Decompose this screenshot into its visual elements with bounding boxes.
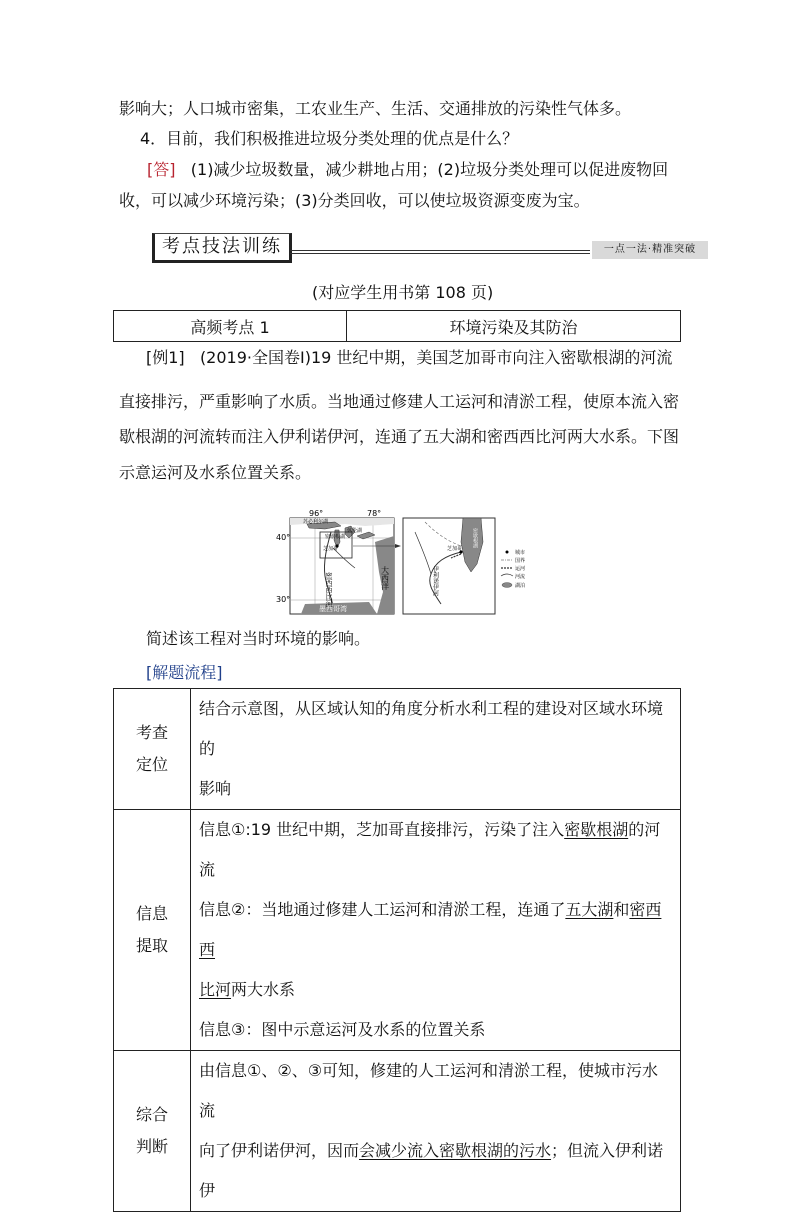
section-banner-tagline: 一点一法·精准突破 [592,241,708,259]
legend-city: 城市 [515,550,526,556]
table-row [114,1051,681,1212]
inset-chicago-label: 芝加哥 [447,546,463,552]
topic-table [113,310,681,342]
example-line-1 [146,348,672,368]
example-line-3: 歇根湖的河流转而注入伊利诺伊河，连通了五大湖和密西西比河两大水系。下图 [119,427,680,446]
lake-michigan-label: 密歇根湖 [325,534,346,540]
table-row [114,810,681,1051]
row-label-judgement: 综合 判断 [114,1051,191,1212]
banner-divider [290,250,590,254]
lake-superior-label: 苏必利尔湖 [303,519,329,525]
row-content-judgement: 由信息①、②、③可知，修建的人工运河和清淤工程，使城市污水流 向了伊利诺伊河，因而会减少流入密歇根湖的污水；但流入伊利诺伊 [191,1051,681,1212]
section-banner-title: 考点技法训练 [152,233,292,263]
row-label-positioning: 考查 定位 [114,689,191,810]
answer-line-1 [147,160,668,180]
map-legend [501,549,525,589]
mississippi-label: 密西西比河 [325,572,333,607]
paragraph-continuation: 影响大；人口城市密集，工农业生产、生活、交通排放的污染性气体多。 [119,99,632,118]
table-row [114,689,681,810]
atlantic-label: 大西洋 [380,566,390,590]
topic-title: 环境污染及其防治 [347,311,681,342]
example-line-2: 直接排污，严重影响了水质。当地通过修建人工运河和清淤工程，使原本流入密 [119,392,680,411]
topic-label: 高频考点 1 [114,311,347,342]
row-content-extraction: 信息①:19 世纪中期，芝加哥直接排污，污染了注入密歇根湖的河流 信息②：当地通过修建人工运河和清淤工程，连通了五大湖和密西西 比河两大水系 信息③：图中示意运河及水系的位置关系 [191,810,681,1051]
example-text-1: (2019·全国卷Ⅰ)19 世纪中期，美国芝加哥市向注入密歇根湖的河流 [199,348,673,367]
solution-flow-table [113,688,681,1212]
longitude-label-1: 96° [309,509,324,518]
answer-text-1: (1)减少垃圾数量，减少耕地占用；(2)垃圾分类处理可以促进废物回 [190,160,669,179]
row-label-extraction: 信息 提取 [114,810,191,1051]
inset-lake-label: 密歇根湖 [472,528,478,548]
example-line-4: 示意运河及水系位置关系。 [119,463,312,482]
answer-line-2: 收，可以减少环境污染；(3)分类回收，可以使垃圾资源变废为宝。 [119,191,590,210]
longitude-label-2: 78° [367,509,382,518]
main-map [290,518,394,614]
lake-huron-label: 休伦湖 [347,528,363,534]
legend-canal: 运河 [515,566,526,572]
page-reference: (对应学生用书第 108 页) [312,283,494,302]
row-content-positioning: 结合示意图，从区域认知的角度分析水利工程的建设对区域水环境的 影响 [191,689,681,810]
inset-map [403,518,495,614]
legend-river: 河流 [515,574,526,580]
question-4: 4．目前，我们积极推进垃圾分类处理的优点是什么？ [140,129,519,148]
legend-border: 国界 [515,558,526,564]
latitude-label-2: 30° [276,595,291,604]
flow-tag: [解题流程] [146,663,223,682]
chicago-label: 芝加哥 [323,546,339,552]
question-text: 简述该工程对当时环境的影响。 [146,629,371,648]
example-tag: [例1] [146,348,185,367]
inset-illinois-label: 伊利诺伊河 [431,566,439,596]
latitude-label-1: 40° [276,533,291,542]
gulf-label: 墨西哥湾 [319,605,347,613]
legend-lake: 湖泊 [515,583,526,589]
map-figure [276,509,555,618]
answer-tag: [答] [147,160,176,179]
